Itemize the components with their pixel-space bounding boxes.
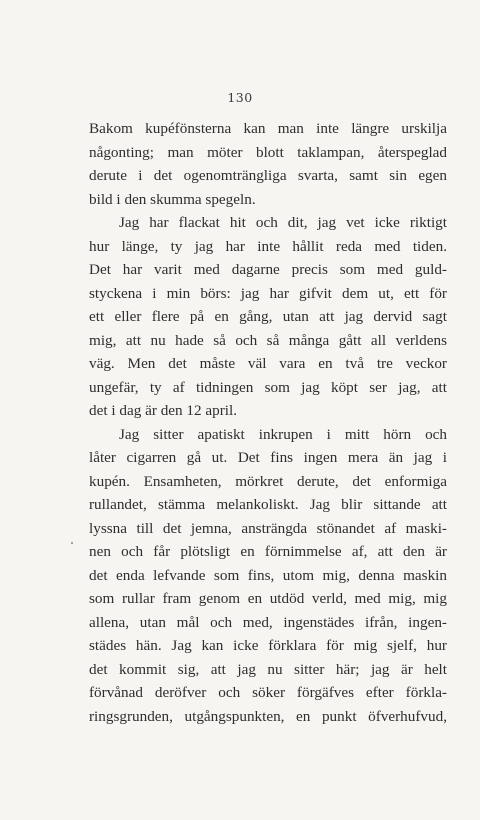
text-line: väg. Men det måste väl vara en två tre veckor bbox=[89, 355, 447, 372]
text-line: det i dag är den 12 april. bbox=[89, 402, 238, 419]
text-line: städes hän. Jag kan icke förklara för mig sjelf, hur bbox=[89, 637, 447, 654]
text-line: låter cigarren gå ut. Det fins ingen mera än jag i bbox=[89, 449, 447, 466]
text-line: Jag har flackat hit och dit, jag vet icke riktigt bbox=[119, 214, 447, 231]
text-line: Det har varit med dagarne precis som med guld- bbox=[89, 261, 447, 278]
text-line: det enda lefvande som fins, utom mig, denna maskin bbox=[89, 566, 447, 584]
text-line: förvånad deröfver och söker förgäfves efter förkla- bbox=[89, 684, 447, 701]
text-line: ungefär, ty af tidningen som jag köpt ser jag, att bbox=[89, 378, 447, 396]
text-line: lyssna till det jemna, ansträngda stönandet af maski- bbox=[89, 519, 447, 537]
text-line: Bakom kupéfönsterna kan man inte längre urskilja bbox=[89, 120, 447, 137]
text-line: ringsgrunden, utgångspunkten, en punkt öfverhufvud, bbox=[89, 707, 447, 725]
text-line: nen och får plötsligt en förnimmelse af, att den är bbox=[89, 543, 447, 560]
text-line: någonting; man möter blott taklampan, återspeglad bbox=[89, 143, 447, 161]
page-number: 130 bbox=[227, 90, 253, 105]
text-line: hur länge, ty jag har inte hållit reda med tiden. bbox=[89, 237, 447, 255]
text-line: allena, utan mål och med, ingenstädes ifrån, ingen- bbox=[89, 613, 447, 631]
text-line: ett eller flere på en gång, utan att jag dervid sagt bbox=[89, 308, 447, 325]
text-line: Jag sitter apatiskt inkrupen i mitt hörn och bbox=[119, 425, 447, 443]
text-line: det kommit sig, att jag nu sitter här; jag är helt bbox=[89, 660, 447, 678]
text-line: kupén. Ensamheten, mörkret derute, det enformiga bbox=[89, 472, 447, 490]
text-line: derute i det ogenomträngliga svarta, samt sin egen bbox=[89, 167, 447, 184]
text-line: rullandet, stämma melankoliskt. Jag blir sittande att bbox=[89, 496, 447, 513]
text-line: som rullar fram genom en utdöd verld, med mig, mig bbox=[89, 590, 447, 607]
text-line: bild i den skumma spegeln. bbox=[89, 190, 256, 208]
body-text bbox=[89, 117, 447, 728]
text-line: styckena i min börs: jag har gifvit dem ut, ett för bbox=[89, 284, 447, 302]
margin-mark bbox=[71, 542, 73, 544]
text-line: mig, att nu hade så och så många gått all verldens bbox=[89, 331, 447, 349]
